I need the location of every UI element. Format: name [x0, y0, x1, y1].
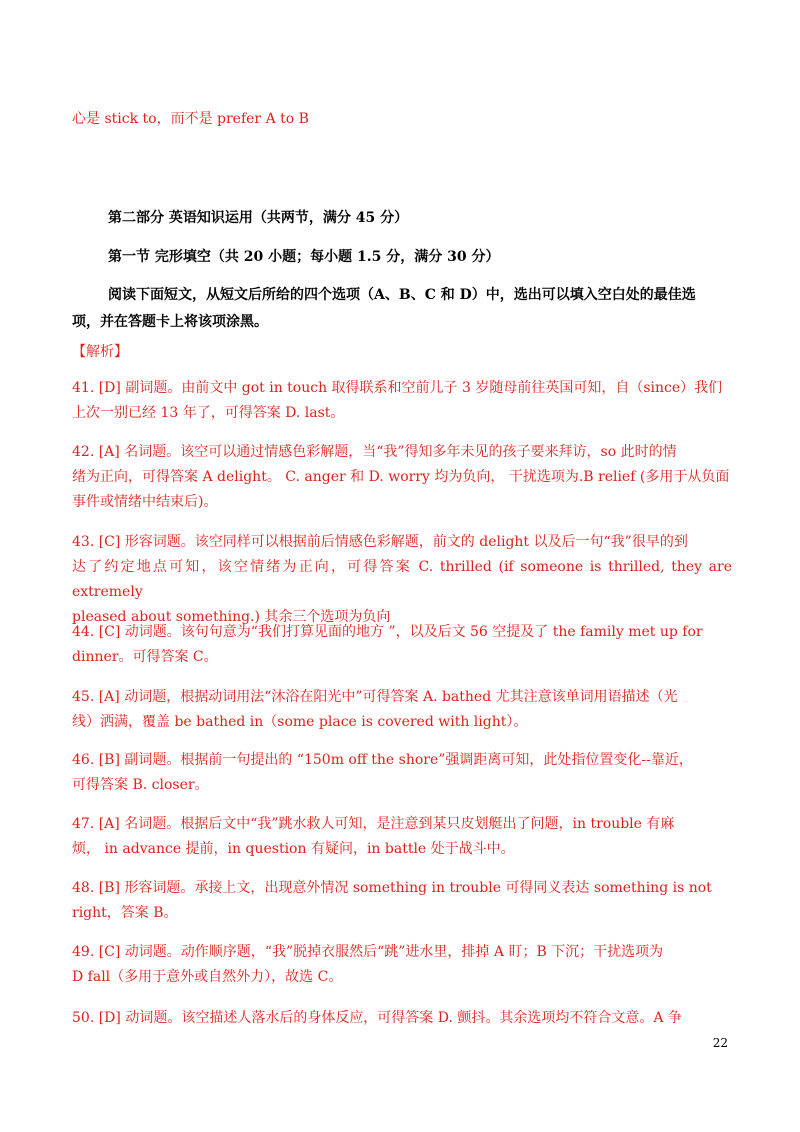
- page-number: 22: [712, 1036, 728, 1050]
- answer-line: 事件或情绪中结束后)。: [72, 494, 218, 510]
- answer-line: D fall（多用于意外或自然外力），故选 C。: [72, 969, 343, 985]
- answer-48: [72, 876, 732, 926]
- top-note: 心是 stick to，而不是 prefer A to B: [72, 111, 309, 127]
- answer-line: pleased about something.) 其余三个选项为负向: [72, 609, 391, 625]
- answer-line: 48. [B] 形容词题。承接上文，出现意外情况 something in trouble 可得同义表达 something is not: [72, 880, 712, 896]
- answer-line: 绪为正向，可得答案 A delight。 C. anger 和 D. worry 均为负向， 干扰选项为.B relief (多用于从负面: [72, 469, 730, 485]
- part2-heading: 第二部分 英语知识运用（共两节，满分 45 分）: [108, 210, 409, 226]
- answer-42: [72, 440, 732, 515]
- answer-line: dinner。可得答案 C。: [72, 649, 218, 665]
- answer-line: 线）洒满，覆盖 be bathed in（some place is covered with light）。: [72, 714, 528, 730]
- answer-line: 上次一别已经 13 年了，可得答案 D. last。: [72, 405, 345, 421]
- answer-line: 45. [A] 动词题，根据动词用法“沐浴在阳光中”可得答案 A. bathed 尤其注意该单词用语描述（光: [72, 689, 678, 705]
- answer-47: [72, 812, 732, 862]
- answer-43: [72, 530, 732, 630]
- answer-line: 42. [A] 名词题。该空可以通过情感色彩解题，当“我”得知多年未见的孩子要来拜访，so 此时的情: [72, 444, 677, 460]
- answer-line: 43. [C] 形容词题。该空同样可以根据前后情感色彩解题，前文的 delight 以及后一句“我”很早的到: [72, 534, 688, 550]
- answer-line: 47. [A] 名词题。根据后文中“我”跳水救人可知，是注意到某只皮划艇出了问题，in trouble 有麻: [72, 816, 675, 832]
- answer-41: [72, 376, 732, 426]
- instruction-line2: 项，并在答题卡上将该项涂黑。: [72, 314, 268, 330]
- answer-46: [72, 748, 732, 798]
- answer-45: [72, 685, 732, 735]
- answer-50: [72, 1006, 732, 1031]
- answer-line: 46. [B] 副词题。根据前一句提出的 “150m off the shore”强调距离可知，此处指位置变化--靠近，: [72, 752, 693, 768]
- analysis-tag: 【解析】: [72, 344, 128, 360]
- answer-line: 50. [D] 动词题。该空描述人落水后的身体反应，可得答案 D. 颤抖。其余选项均不符合文意。A 争: [72, 1010, 682, 1026]
- answer-line: 49. [C] 动词题。动作顺序题，“我”脱掉衣服然后“跳”进水里，排掉 A 盯；B 下沉；干扰选项为: [72, 944, 664, 960]
- answer-line: 41. [D] 副词题。由前文中 got in touch 取得联系和空前儿子 3 岁随母前往英国可知，自（since）我们: [72, 380, 723, 396]
- answer-line: 烦， in advance 提前，in question 有疑问，in battle 处于战斗中。: [72, 841, 515, 857]
- answer-line: 可得答案 B. closer。: [72, 777, 209, 793]
- answer-44: [72, 620, 732, 670]
- answer-line: 达了约定地点可知，该空情绪为正向，可得答案 C. thrilled (if someone is thrilled, they are extremely: [72, 559, 732, 600]
- instruction-line1: 阅读下面短文，从短文后所给的四个选项（A、B、C 和 D）中，选出可以填入空白处的最佳选: [108, 287, 696, 303]
- answer-line: 44. [C] 动词题。该句句意为“我们打算见面的地方 ”，以及后文 56 空提及了 the family met up for: [72, 624, 703, 640]
- answer-line: right，答案 B。: [72, 905, 178, 921]
- section1-heading: 第一节 完形填空（共 20 小题；每小题 1.5 分，满分 30 分）: [108, 249, 500, 265]
- answer-49: [72, 940, 732, 990]
